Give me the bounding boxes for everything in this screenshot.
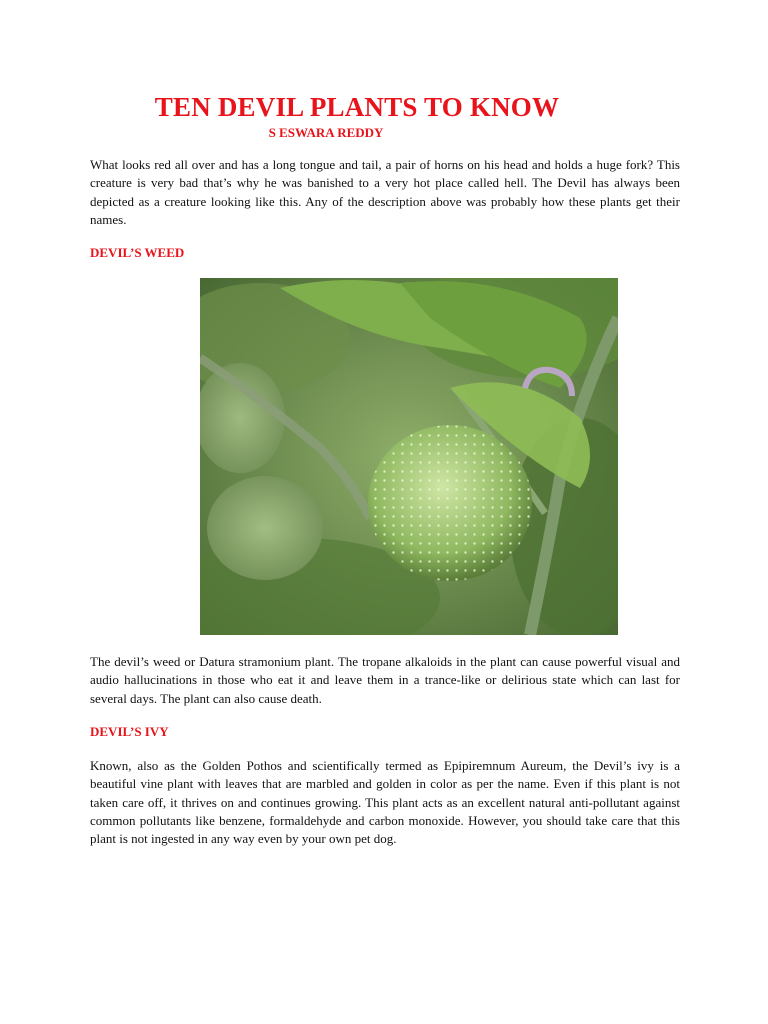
author-name: S ESWARA REDDY: [268, 125, 384, 140]
section-heading-devils-weed: DEVIL’S WEED: [90, 245, 185, 260]
devils-weed-paragraph: The devil’s weed or Datura stramonium plant. The tropane alkaloids in the plant can cause powerful visual and audio hallucinations in those who eat it and leave them in a trance-like or delirious state which can last for several days. The plant can also cause death.: [90, 654, 680, 706]
intro-paragraph: What looks red all over and has a long tongue and tail, a pair of horns on his head and holds a huge fork? This creature is very bad that’s why he was banished to a very hot place called hell. The Devil has always been depicted as a creature looking like this. Any of the description above was probably how these plants get their names.: [90, 157, 680, 227]
page-title: TEN DEVIL PLANTS TO KNOW: [154, 92, 560, 122]
datura-plant-photo: [200, 278, 618, 635]
devils-ivy-paragraph: Known, also as the Golden Pothos and scientifically termed as Epipiremnum Aureum, the Devil’s ivy is a beautiful vine plant with leaves that are marbled and golden in color as per the name. Even if this plant is not taken care off, it thrives on and continues growing. This plant acts as an excellent natural anti-pollutant against common pollutants like benzene, formaldehyde and carbon monoxide. However, you should take care that this plant is not ingested in any way even by your own pet dog.: [90, 758, 680, 847]
section-heading-devils-ivy: DEVIL’S IVY: [90, 724, 169, 739]
